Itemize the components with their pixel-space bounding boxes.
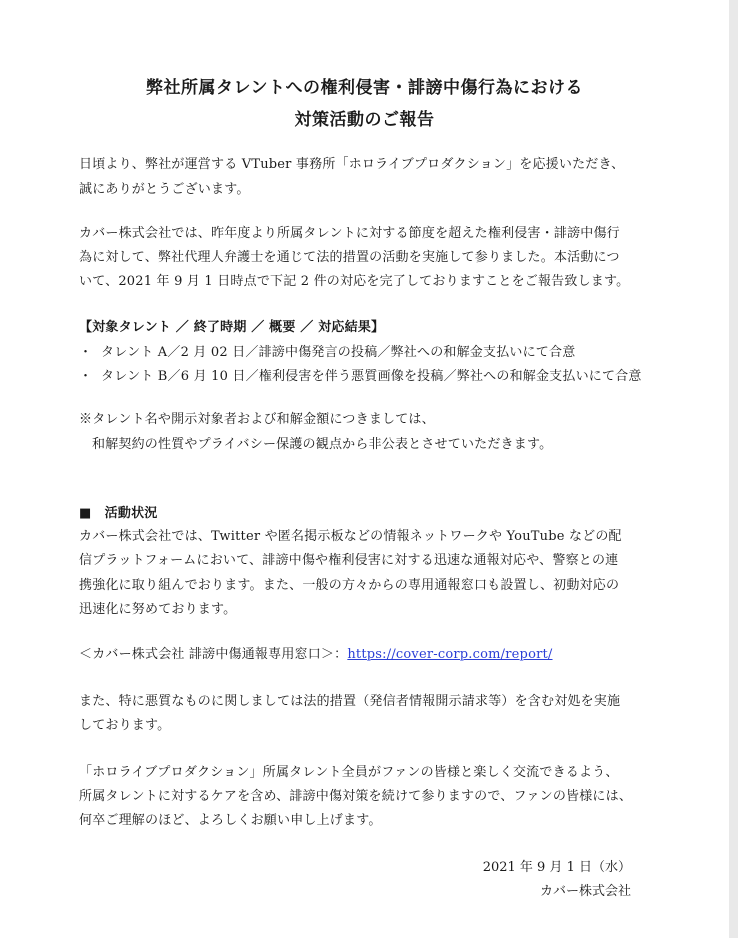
case-text: タレント B／6 月 10 日／権利侵害を伴う悪質画像を投稿／弊社への和解金支払いにて合意 (101, 369, 642, 384)
bullet: ・ (79, 345, 93, 360)
closing-line-2: 所属タレントに対するケアを含め、誹謗中傷対策を続けて参りますので、ファンの皆様には、 (79, 789, 633, 804)
note-line-2: 和解契約の性質やプライバシー保護の観点から非公表とさせていただきます。 (92, 437, 553, 452)
activity-line-2: 信プラットフォームにおいて、誹謗中傷や権利侵害に対する迅速な通報対応や、警察との連 (79, 553, 619, 568)
company-signature: カバー株式会社 (539, 884, 631, 899)
section-heading: ■ 活動状況 (79, 506, 158, 521)
contact-label: ＜カバー株式会社 誹謗中傷通報専用窓口＞： (79, 647, 348, 662)
contact-line (79, 643, 553, 662)
legal-line-1: また、特に悪質なものに関しましては法的措置（発信者情報開示請求等）を含む対処を実施 (79, 694, 621, 709)
date: 2021 年 9 月 1 日（水） (482, 860, 631, 875)
para2-line-1: カバー株式会社では、昨年度より所属タレントに対する節度を超えた権利侵害・誹謗中傷行 (79, 226, 620, 241)
intro-line-2: 誠にありがとうございます。 (79, 182, 250, 197)
case-item (79, 341, 575, 360)
note-line-1: ※タレント名や開示対象者および和解金額につきましては、 (79, 412, 435, 427)
para2-line-2: 為に対して、弊社代理人弁護士を通じて法的措置の活動を実施して参りました。本活動につ (79, 250, 620, 265)
title-line-1: 弊社所属タレントへの権利侵害・誹謗中傷行為における (145, 78, 584, 98)
legal-line-2: しております。 (79, 718, 171, 733)
intro-line-1: 日頃より、弊社が運営する VTuber 事務所「ホロライブプロダクション」を応援いただき、 (79, 157, 625, 172)
case-item (79, 365, 642, 384)
closing-line-1: 「ホロライブプロダクション」所属タレント全員がファンの皆様と楽しく交流できるよう、 (79, 765, 619, 780)
cases-header: 【対象タレント ／ 終了時期 ／ 概要 ／ 対応結果】 (79, 320, 385, 335)
activity-line-3: 携強化に取り組んでおります。また、一般の方々からの専用通報窓口も設置し、初動対応の (79, 578, 620, 593)
activity-line-1: カバー株式会社では、Twitter や匿名掲示板などの情報ネットワークや YouTube などの配 (79, 529, 622, 544)
closing-line-3: 何卒ご理解のほど、よろしくお願い申し上げます。 (79, 813, 382, 828)
scrollbar-gutter[interactable] (729, 0, 738, 938)
activity-line-4: 迅速化に努めております。 (79, 602, 237, 617)
title-line-2: 対策活動のご報告 (294, 110, 435, 130)
case-text: タレント A／2 月 02 日／誹謗中傷発言の投稿／弊社への和解金支払いにて合意 (101, 345, 576, 360)
bullet: ・ (79, 369, 93, 384)
report-link[interactable]: https://cover-corp.com/report/ (347, 647, 553, 662)
para2-line-3: いて、2021 年 9 月 1 日時点で下記 2 件の対応を完了しておりますことをご報告致します。 (79, 274, 630, 289)
